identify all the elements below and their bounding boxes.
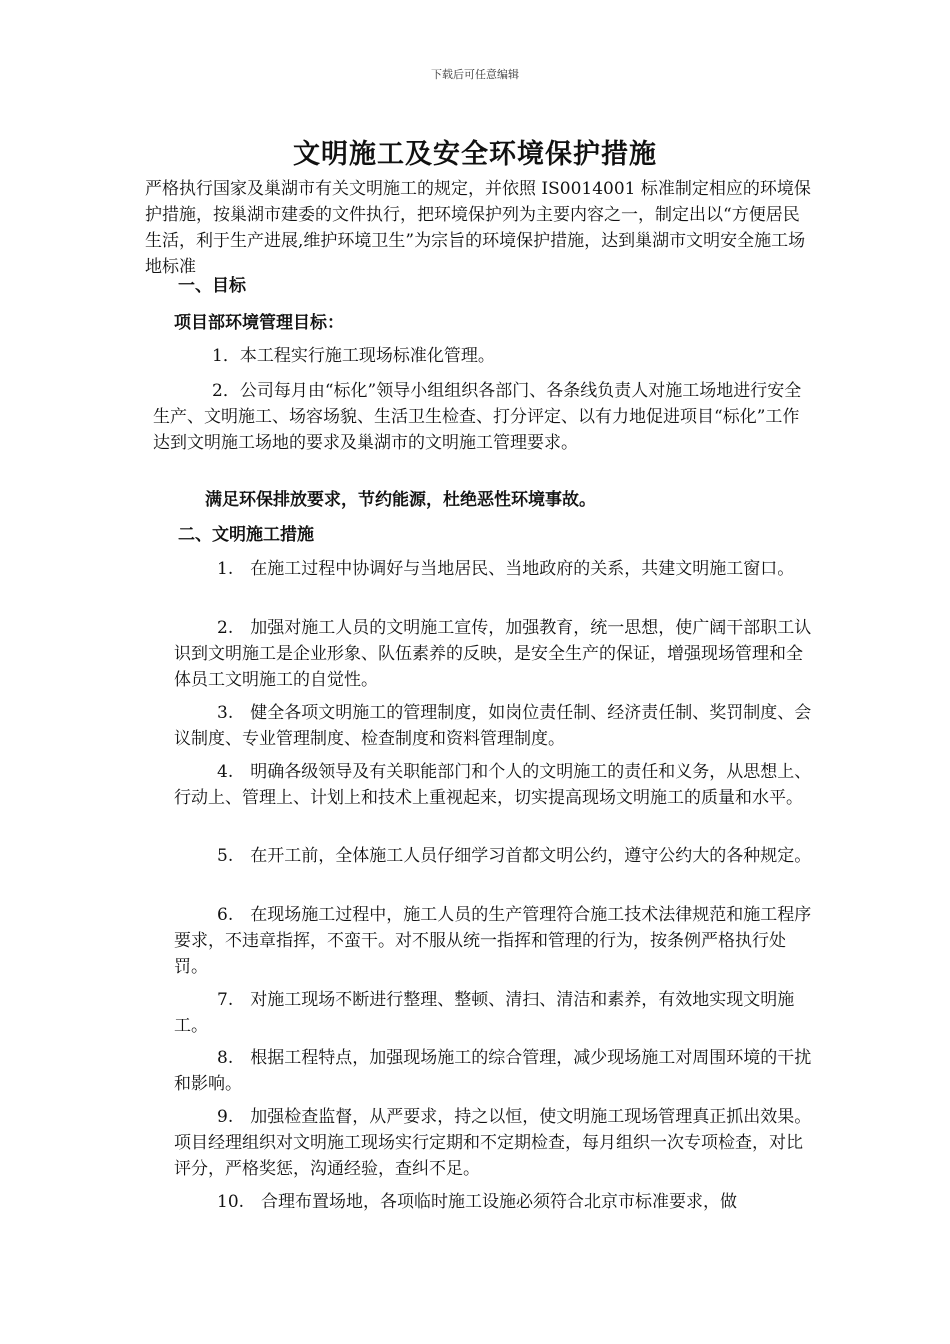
measure-item-2: 2. 加强对施工人员的文明施工宣传，加强教育，统一思想，使广阔干部职工认识到文明施工是企业形象、队伍素养的反映，是安全生产的保证，增强现场管理和全体员工文明施工的自觉性。 (174, 618, 812, 690)
intro-paragraph: 严格执行国家及巢湖市有关文明施工的规定，并依照 IS0014001 标准制定相应的环境保护措施，按巢湖市建委的文件执行，把环境保护列为主要内容之一，制定出以“方便居民生活，利于生产进展,维护环境卫生”为宗旨的环境保护措施，达到巢湖市文明安全施工场地标准 (145, 179, 811, 277)
goal-item-2: 2．公司每月由“标化”领导小组组织各部门、各条线负责人对施工场地进行安全生产、文明施工、场容场貌、生活卫生检查、打分评定、以有力地促进项目“标化”工作达到文明施工场地的要求及巢湖市的文明施工管理要求。 (153, 381, 802, 453)
section1-emphasis: 满足环保排放要求，节约能源，杜绝恶性环境事故。 (205, 490, 596, 510)
measure-item-8: 8. 根据工程特点，加强现场施工的综合管理，减少现场施工对周围环境的干扰和影响。 (174, 1048, 812, 1094)
measure-item-9: 9. 加强检查监督，从严要求，持之以恒，使文明施工现场管理真正抓出效果。项目经理组织对文明施工现场实行定期和不定期检查，每月组织一次专项检查，对比评分，严格奖惩，沟通经验，查纠不足。 (174, 1107, 812, 1179)
section2-heading: 二、文明施工措施 (178, 525, 314, 545)
measure-item-3: 3. 健全各项文明施工的管理制度，如岗位责任制、经济责任制、奖罚制度、会议制度、专业管理制度、检查制度和资料管理制度。 (174, 703, 812, 749)
goal-item-1: 1．本工程实行施工现场标准化管理。 (212, 346, 495, 366)
document-title: 文明施工及安全环境保护措施 (293, 139, 657, 170)
measure-item-1: 1. 在施工过程中协调好与当地居民、当地政府的关系，共建文明施工窗口。 (217, 559, 795, 579)
measure-item-6: 6. 在现场施工过程中，施工人员的生产管理符合施工技术法律规范和施工程序要求，不违章指挥，不蛮干。对不服从统一指挥和管理的行为，按条例严格执行处罚。 (174, 905, 812, 977)
measure-item-5: 5. 在开工前，全体施工人员仔细学习首都文明公约，遵守公约大的各种规定。 (217, 846, 812, 866)
header-note: 下载后可任意编辑 (431, 68, 519, 81)
measure-item-7: 7. 对施工现场不断进行整理、整顿、清扫、清洁和素养，有效地实现文明施工。 (174, 990, 795, 1036)
section1-subheading: 项目部环境管理目标： (174, 313, 344, 333)
section1-heading: 一、目标 (178, 276, 246, 296)
measure-item-4: 4. 明确各级领导及有关职能部门和个人的文明施工的责任和义务，从思想上、行动上、管理上、计划上和技术上重视起来，切实提高现场文明施工的质量和水平。 (174, 762, 812, 808)
measure-item-10: 10. 合理布置场地，各项临时施工设施必须符合北京市标准要求，做 (217, 1192, 738, 1212)
